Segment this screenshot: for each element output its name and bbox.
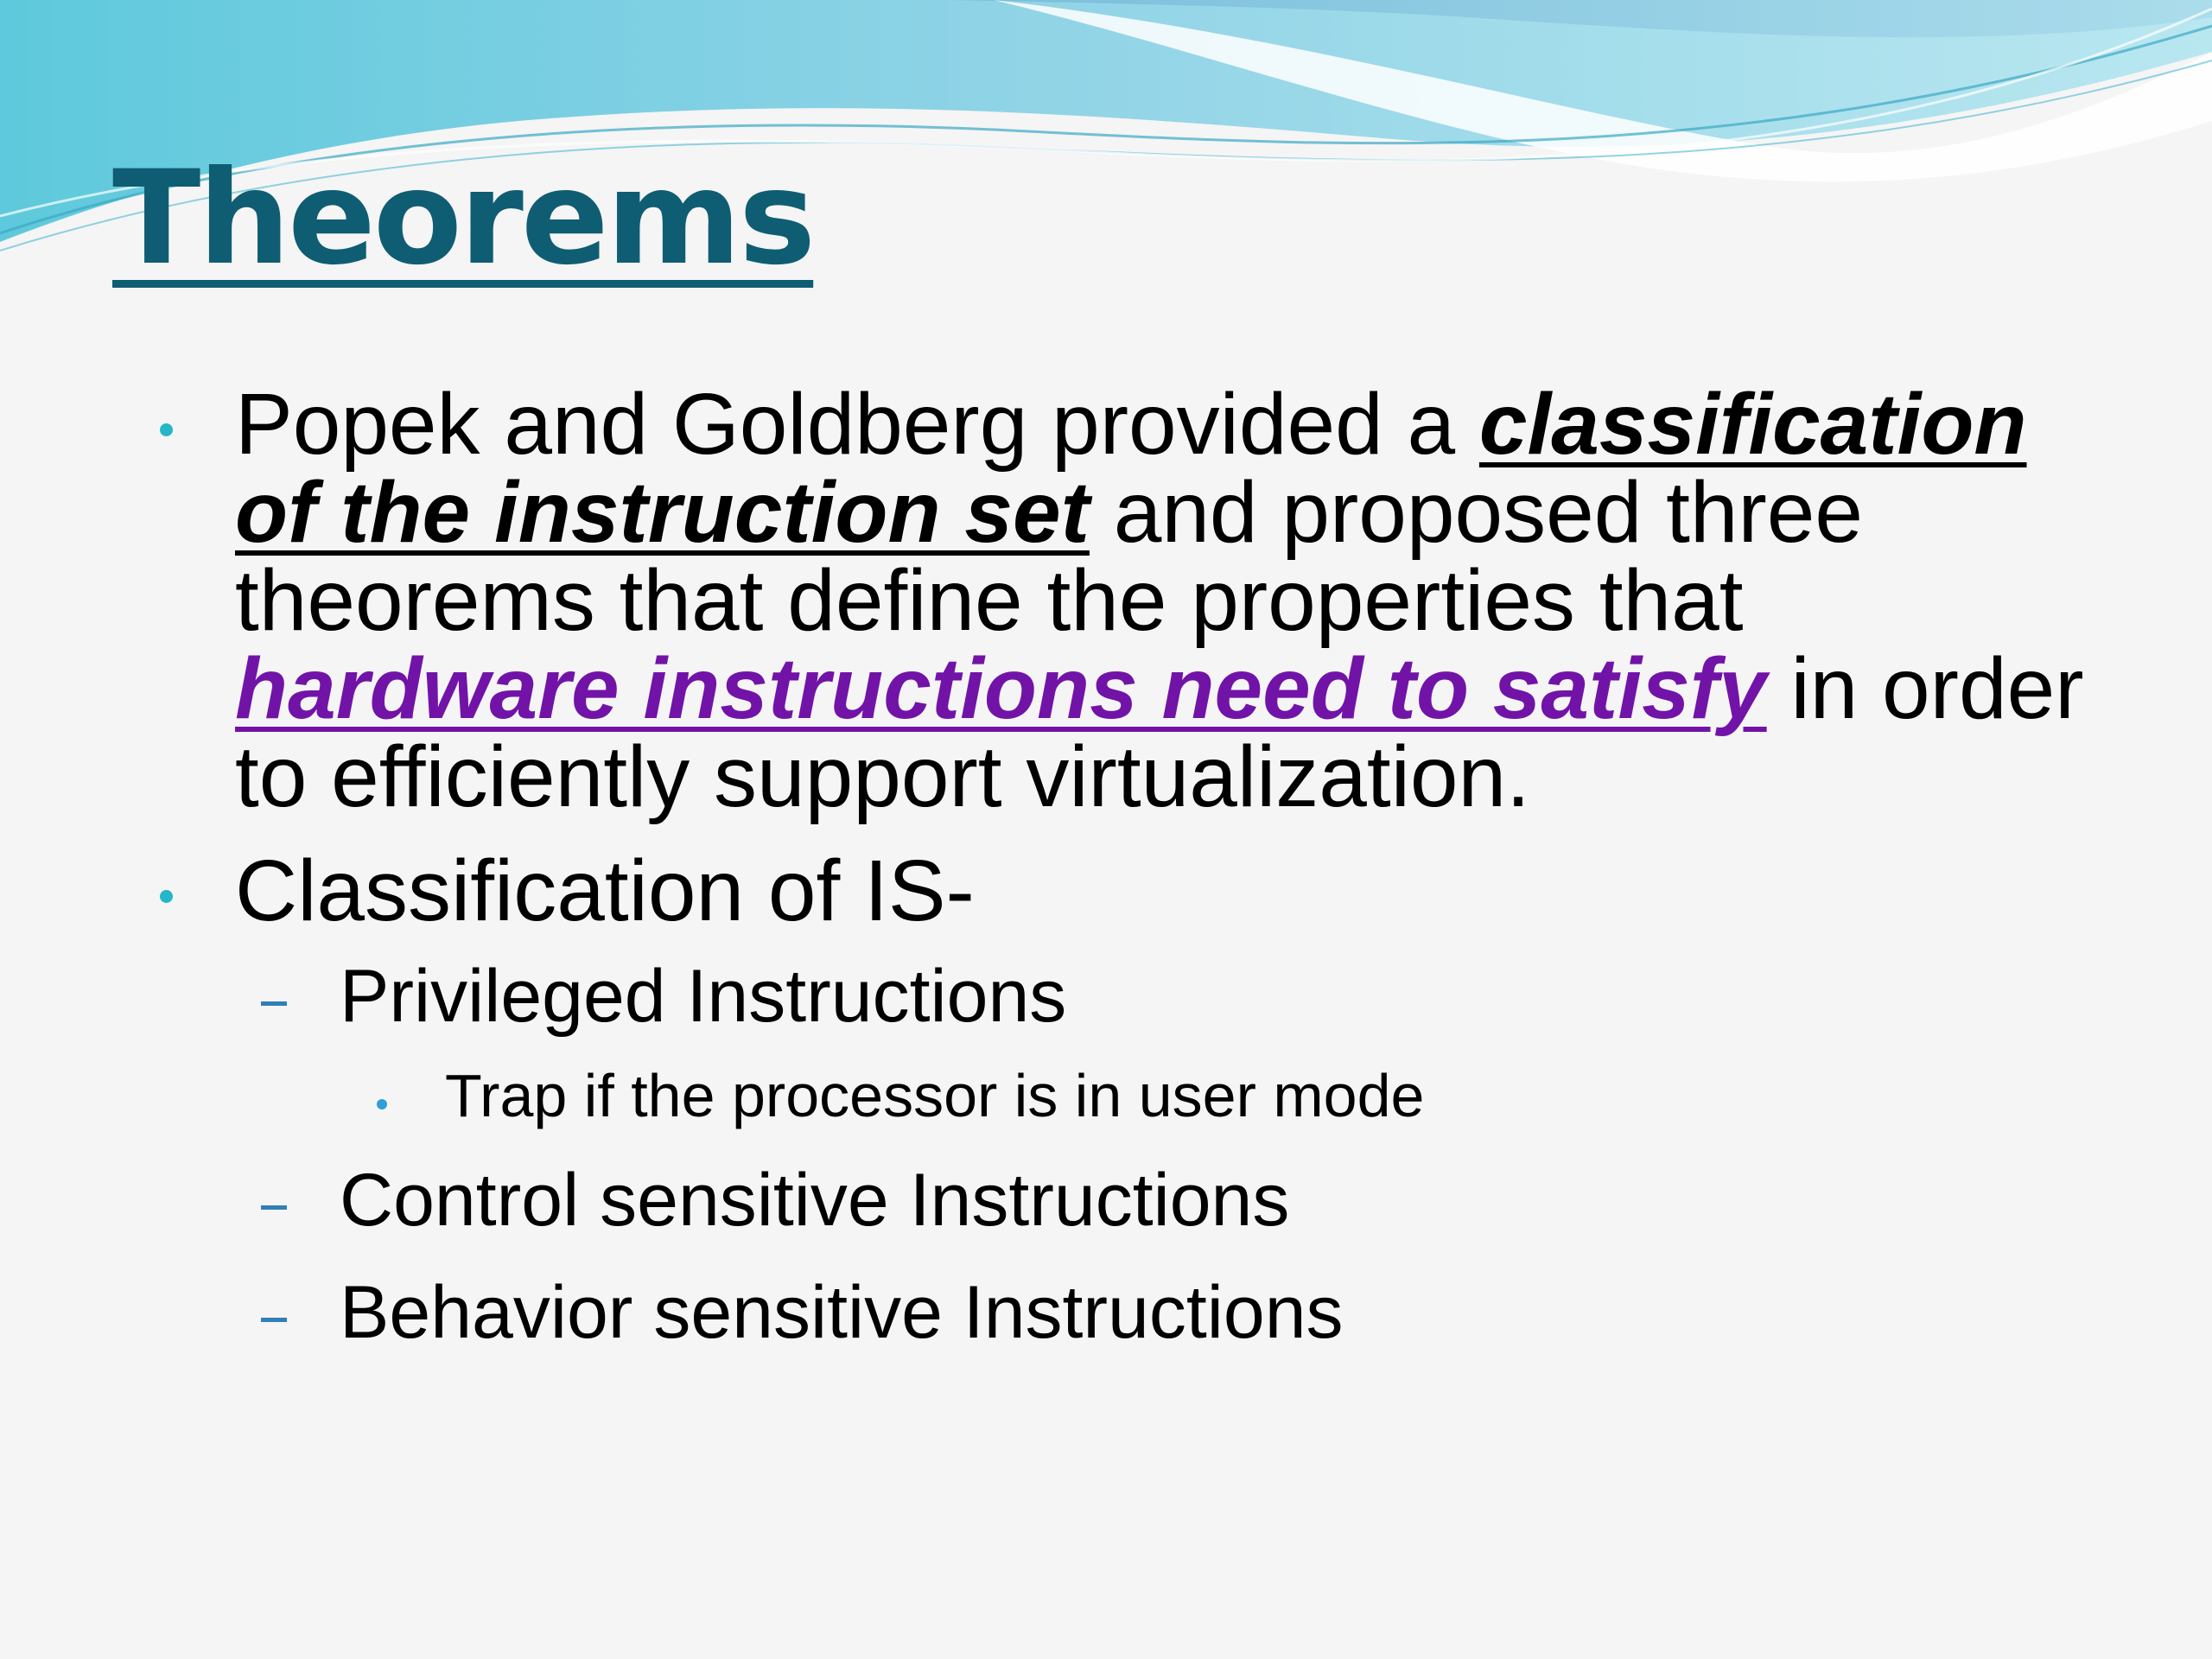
point1-text-b: and proposed three theorems that define the properties that [235, 464, 1864, 649]
point2-text: Classification of IS- [235, 842, 975, 939]
emphasis-hardware-instructions: hardware instructions need to satisfy [235, 640, 1767, 737]
sub-item-label: Behavior sensitive Instructions [340, 1271, 1344, 1354]
slide-body [0, 376, 2212, 1363]
sub-item-label: Control sensitive Instructions [340, 1159, 1290, 1242]
emphasis-instruction-set: classification of the instruction set [235, 376, 2027, 561]
dash-bullet-icon [261, 1001, 287, 1006]
point1-text-c: in order to efficiently support virtualization. [235, 640, 2084, 825]
bullet-dot-icon [160, 423, 173, 436]
dash-bullet-icon [261, 1205, 287, 1210]
sub-item-privileged [0, 945, 2212, 1047]
slide-title: Theorems [112, 143, 814, 294]
bullet-dot-icon [160, 890, 173, 903]
point1-text-a: Popek and Goldberg provided a [235, 376, 1479, 473]
sub-item-behavior-sensitive [0, 1262, 2212, 1363]
sub-item-label: Privileged Instructions [340, 955, 1067, 1038]
bullet-point-1 [0, 376, 2093, 825]
bullet-dot-icon [377, 1099, 387, 1109]
sub-item-control-sensitive [0, 1149, 2212, 1251]
sub-sub-item-label: Trap if the processor is in user mode [445, 1062, 1425, 1129]
sub-sub-item-trap [0, 1052, 2212, 1139]
bullet-point-2 [0, 842, 2093, 939]
dash-bullet-icon [261, 1318, 287, 1322]
